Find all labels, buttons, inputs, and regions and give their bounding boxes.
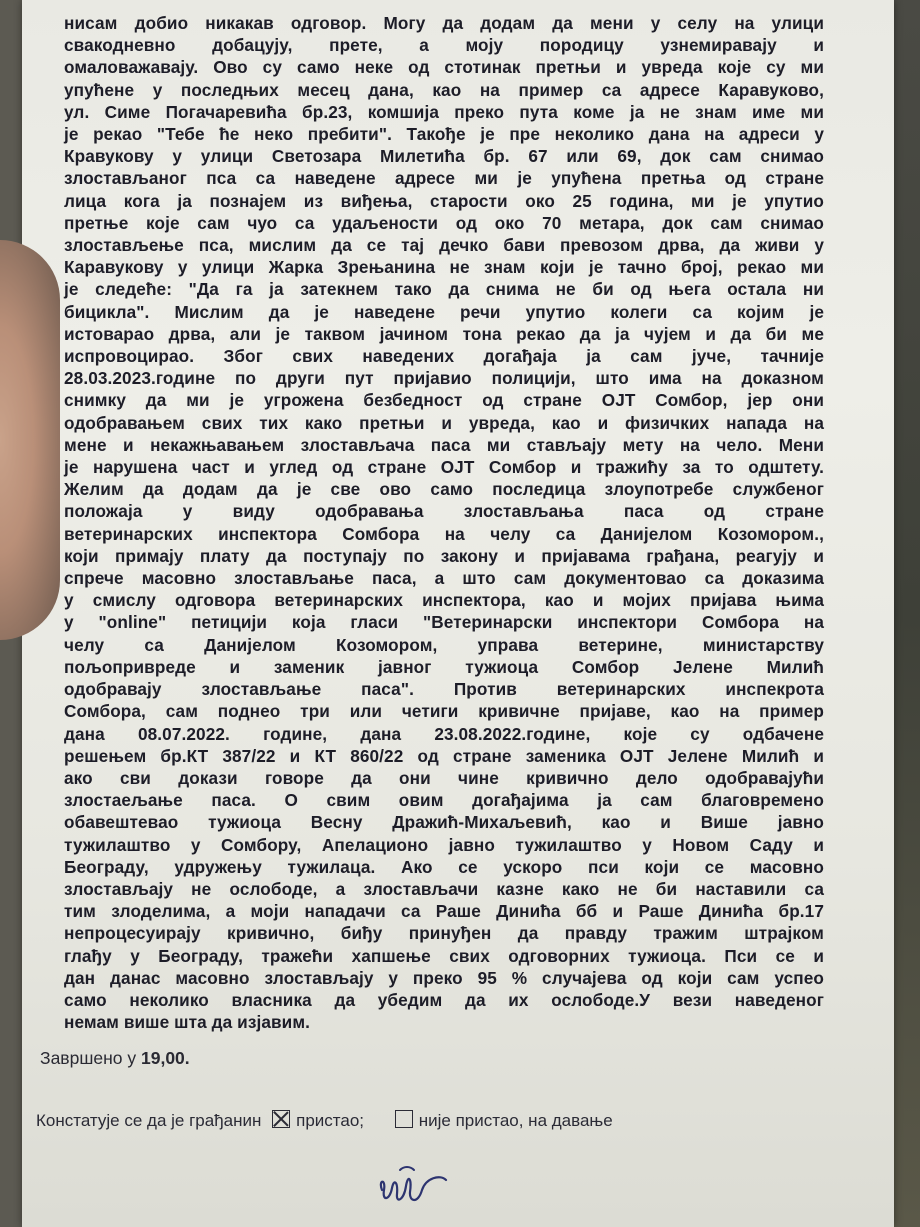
body-line: омаловажавају. Ово су само неке од стотинак претњи и увреда које су ми xyxy=(64,57,824,78)
body-line: у смислу одговора ветеринарских инспектора, као и мојих пријава њима xyxy=(64,590,824,611)
body-line: Желим да додам да је све ово само последица злоупотребе службеног xyxy=(64,479,824,500)
body-line: 28.03.2023.године по други пут пријавио полицији, што има на доказном xyxy=(64,368,824,389)
body-line: злостављаног пса са наведене адресе ми је упућена претња од стране xyxy=(64,168,824,189)
body-line: бицикла". Мислим да је наведене речи упутио колеги са којим је xyxy=(64,301,824,322)
body-line: само неколико власника да убедим да их ослободе.У вези наведеног xyxy=(64,989,824,1010)
body-line: спрече масовно злостављање паса, а што сам документовао са доказима xyxy=(64,568,824,589)
body-line: ако сви докази говоре да они чине кривично дело одобравајући xyxy=(64,767,824,788)
closing-line xyxy=(40,1048,190,1069)
body-line: ул. Симе Погачаревића бр.23, комшија преко пута коме ја не знам име ми xyxy=(64,101,824,122)
body-line: тим злоделима, а моји нападачи са Раше Динића бб и Раше Динића бр.17 xyxy=(64,901,824,922)
body-line: тужилаштво у Сомбору, Апелационо јавно тужилаштво у Новом Саду и xyxy=(64,834,824,855)
body-line: који примају плату да поступају по закону и пријавама грађана, реагују и xyxy=(64,545,824,566)
body-line: снимку да ми је угрожена безбедност од стране ОЈТ Сомбор, јер они xyxy=(64,390,824,411)
body-line: је нарушена част и углед од стране ОЈТ Сомбор и тражићу за то одштету. xyxy=(64,457,824,478)
body-line: глађу у Београду, тражећи хапшење свих одговорних тужиоца. Пси се и xyxy=(64,945,824,966)
agreed-label: пристао; xyxy=(296,1111,364,1130)
agreed-checkbox xyxy=(272,1110,290,1128)
body-line: ветеринарских инспектора Сомбора на челу са Данијелом Козомором., xyxy=(64,523,824,544)
thumb xyxy=(0,240,60,640)
body-line: Београду, удружењу тужилаца. Ако се ускоро пси који се масовно xyxy=(64,856,824,877)
body-line: решењем бр.КТ 387/22 и КТ 860/22 од стране заменика ОЈТ Јелене Милић и xyxy=(64,745,824,766)
body-line: одобравањем свих тих како претњи и увреда, као и физичких напада на xyxy=(64,412,824,433)
body-line: злостављају не ослободе, а злостављачи казне како не би наставили са xyxy=(64,878,824,899)
body-line: дан данас масовно злостављају у преко 95 % случајева од који сам успео xyxy=(64,967,824,988)
body-line: је рекао "Тебе ће неко пребити". Такође је пре неколико дана на адреси у xyxy=(64,124,824,145)
body-line: Каравукову у улици Жарка Зрењанина не знам који је тачно број, рекао ми xyxy=(64,257,824,278)
statement-body xyxy=(64,12,824,1033)
body-line: свакодневно добацују, прете, а мојy породицу узнемиравају и xyxy=(64,35,824,56)
body-line: дана 08.07.2022. године, дана 23.08.2022.године, које су одбачене xyxy=(64,723,824,744)
body-line: челу са Данијелом Козомором, управа ветерине, министарству xyxy=(64,634,824,655)
body-line: обавештевао тужиоца Весну Дражић-Михаљевић, као и Више јавно xyxy=(64,812,824,833)
body-line: немам више шта да изјавим. xyxy=(64,1012,311,1033)
body-line: положаја у виду одобравања злостављања паса од стране xyxy=(64,501,824,522)
body-line: мене и некажњавањем злостављача паса ми стављају мету на чело. Мени xyxy=(64,434,824,455)
declined-checkbox xyxy=(395,1110,413,1128)
body-line: је следеће: "Да га ја затекнем тако да снима не би од њега остала ни xyxy=(64,279,824,300)
body-line: у "online" петицији која гласи "Ветеринарски инспектори Сомбора на xyxy=(64,612,824,633)
consent-line xyxy=(36,1110,796,1131)
body-line: испровоцирао. Због свих наведених догађаја ја сам јуче, тачније xyxy=(64,346,824,367)
body-line: истоварао дрва, али је таквом јачином тона рекао да ја чујем и да би ме xyxy=(64,323,824,344)
body-line: злостаељање паса. О свим овим догађајима ја сам благовремено xyxy=(64,790,824,811)
body-line: непроцесуирају кривично, биђу принуђен да правду тражим штрајком xyxy=(64,923,824,944)
body-line: претње које сам чуо са удаљености од око 70 метара, док сам снимао xyxy=(64,212,824,233)
body-line: упућене у последњих месец дана, као на пример са адресе Каравуково, xyxy=(64,79,824,100)
body-line: злостављење пса, мислим да се тај дечко бави превозом дрва, да живи у xyxy=(64,235,824,256)
body-line: Сомбора, сам поднео три или четиги кривичне пријаве, као на пример xyxy=(64,701,824,722)
declined-label: није пристао, на давање xyxy=(418,1111,613,1130)
consent-prefix: Констатује се да је грађанин xyxy=(36,1111,262,1130)
signature xyxy=(370,1160,460,1220)
closing-time: 19,00. xyxy=(141,1048,190,1068)
body-line: Кравукову у улици Светозара Милетића бр. 67 или 69, док сам снимао xyxy=(64,146,824,167)
body-line: нисам добио никакав одговор. Могу да додам да мени у селу на улици xyxy=(64,13,824,33)
body-line: пољопривреде и заменик јавног тужиоца Сомбор Јелене Милић xyxy=(64,656,824,677)
body-line: лица кога ја познајем из виђења, старости око 25 година, ми је упутио xyxy=(64,190,824,211)
body-line: одобравају злостављање паса". Против ветеринарских инспекрота xyxy=(64,679,824,700)
closing-label: Завршено у xyxy=(40,1048,137,1068)
